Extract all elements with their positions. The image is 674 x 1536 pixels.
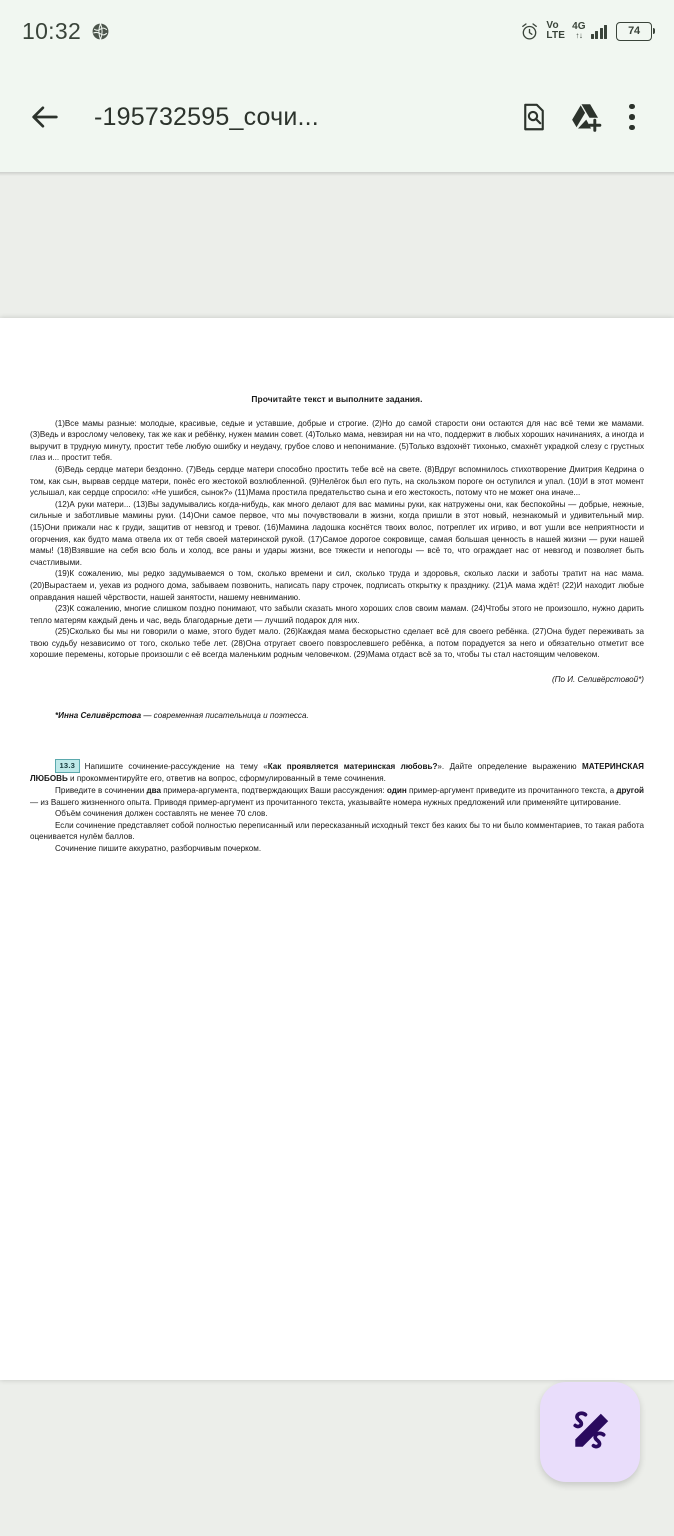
edit-fab-button[interactable]: [540, 1382, 640, 1482]
task-term-bold: МАТЕРИНСКАЯ ЛЮБОВЬ: [30, 762, 645, 784]
text-paragraph: (19)К сожалению, мы редко задумываемся о том, сколько времени и сил, сколько труда и здоровья, сколько ласки и заботы тратит на нас мама. (20)Вырастаем и, уехав из родного дома, забываем позвонить, написать пару строчек, подписать открытку к празднику. (21)А мама ждёт! (22)И находит любые оправдания нашей чёрствости, нашей занятости, нашему невниманию.: [30, 569, 644, 602]
task-statement-part1: Напишите сочинение-рассуждение на тему «: [84, 762, 268, 772]
edit-pen-icon: [564, 1406, 616, 1458]
text-attribution: (По И. Селивёрстовой*): [551, 675, 644, 685]
text-paragraph: (6)Ведь сердце матери бездонно. (7)Ведь сердце матери способно простить тебе всё на свете. (8)Вдруг вспомнилось стихотворение Дмитрия Кедрина о том, как сын, вырвав сердце матери, понёс его жестокой возлюбленной. (9)Нелёгок был его путь, на скользком пороге он оступился и упал. (10)И в этот момент услышал, как сердце спросило: «Не ушибся, сынок?» (11)Мама простила предательство сына и его жестокость, потому что не может она иначе...: [30, 464, 644, 498]
task-handwriting-note: Сочинение пишите аккуратно, разборчивым почерком.: [55, 843, 262, 853]
search-document-button[interactable]: [508, 91, 560, 143]
task-arguments: [30, 785, 644, 808]
task-zero-score-warning: Если сочинение представляет собой полностью переписанный или пересказанный исходный текст без каких бы то ни было комментариев, то такая работа оценивается нулём баллов.: [30, 820, 644, 842]
battery-level-label: 74: [628, 25, 640, 37]
viewer-top-shadow: [0, 172, 674, 176]
more-vertical-icon-dot: [629, 104, 635, 110]
task-arguments-bold2: один: [386, 786, 407, 796]
task-arguments-part3: пример-аргумент приведите из прочитанного текста, а: [406, 786, 617, 796]
task-topic-bold: Как проявляется материнская любовь?: [267, 762, 438, 772]
text-paragraph: (23)К сожалению, многие слишком поздно понимают, что забыли сказать много хороших слов своим мамам. (24)Чтобы этого не произошло, нужно дарить тепло матерям каждый день и час, ведь благодарные дети — лучший подарок для них.: [30, 604, 644, 625]
task-statement-part3: и прокомментируйте его, ответив на вопрос, сформулированный в теме сочинения.: [67, 774, 386, 784]
google-drive-add-icon: [570, 101, 602, 133]
volte-top-label: Vo: [546, 20, 559, 31]
alarm-clock-icon: [520, 22, 539, 41]
task-number-badge: 13.3: [55, 759, 80, 773]
author-footnote-rest: — современная писательница и поэтесса.: [141, 710, 309, 720]
more-vertical-icon-dot: [629, 114, 635, 120]
task-block: [30, 759, 644, 854]
status-bar-left: [22, 18, 110, 45]
document-title: -195732595_сочи...: [94, 102, 319, 131]
task-statement: [30, 759, 644, 785]
author-footnote-name: *Инна Селивёрстова: [55, 710, 142, 720]
network-type-indicator: [572, 22, 585, 40]
battery-indicator: [616, 22, 652, 41]
pdf-viewer-area[interactable]: [0, 172, 674, 1536]
add-to-drive-button[interactable]: [560, 91, 612, 143]
volte-indicator: [546, 21, 565, 41]
data-arrows-icon: ↑↓: [575, 31, 583, 40]
document-page: [0, 318, 674, 1380]
status-bar-right: [520, 21, 652, 41]
volte-bottom-label: LTE: [546, 30, 566, 41]
task-word-count: Объём сочинения должен составлять не менее 70 слов.: [55, 809, 268, 819]
document-search-icon: [519, 102, 549, 132]
task-arguments-bold3: другой: [616, 786, 644, 796]
document-heading: Прочитайте текст и выполните задания.: [251, 394, 423, 404]
overflow-menu-button[interactable]: [612, 91, 652, 143]
author-footnote: [30, 710, 644, 722]
more-vertical-icon-dot: [629, 125, 635, 131]
task-statement-part2: ». Дайте определение выражению: [437, 762, 582, 772]
status-clock: 10:32: [22, 17, 82, 44]
status-bar: [0, 0, 674, 62]
document-body: [30, 394, 644, 855]
back-arrow-icon: [28, 100, 62, 134]
network-generation-label: 4G: [572, 21, 586, 32]
text-paragraph: (12)А руки матери... (13)Вы задумывались когда-нибудь, как много делают для вас мамины руки, как натружены они, как беспокойны — добрые, нежные, сильные и заботливые мамины руки. (14)Они самое первое, что мы почувствовали в жизни, когда пришли в этот новый, незнакомый и удивительный мир. (15)Они прижали нас к груди, защитив от невзгод и тревог. (16)Мамина ладошка коснётся твоих волос, потреплет их игриво, и вот ушли все неприятности и огорчения, как будто мама отвела их от тебя своей материнской рукой. (17)Самое дорогое сокровище, самая большая ценность в нашей жизни — руки нашей мамы! (18)Взявшие на себя всю боль и холод, все раны и удары жизни, все тяжести и непогоды — всё то, что ограждает нас от невзгод и позволяет быть счастливыми.: [30, 499, 644, 567]
text-paragraph: (1)Все мамы разные: молодые, красивые, седые и уставшие, добрые и строгие. (2)Но до самой старости они остаются для нас всё теми же мамами. (3)Ведь и взрослому человеку, так же как и ребёнку, нужен мамин совет. (4)Только мама, невзирая ни на что, поддержит в любых хороших начинаниях, а иногда и выручит в трудную минуту, простит тебе любую ошибку и неудачу, грубое слово и непонимание. (5)Только вздохнёт тихонько, смахнёт украдкой слезу с грустных глаз и... простит тебя.: [30, 418, 644, 463]
back-button[interactable]: [22, 94, 68, 140]
app-bar: [0, 62, 674, 172]
signal-bars-icon: [591, 24, 608, 39]
task-arguments-part1: Приведите в сочинении: [55, 786, 147, 796]
task-arguments-bold1: два: [146, 786, 161, 796]
task-arguments-part4: — из Вашего жизненного опыта. Приводя пример-аргумент из прочитанного текста, указывайте номера нужных предложений или применяйте цитирование.: [30, 797, 621, 807]
task-arguments-part2: примера-аргумента, подтверждающих Ваши рассуждения:: [160, 786, 387, 796]
globe-icon: [91, 22, 110, 41]
text-paragraph: (25)Сколько бы мы ни говорили о маме, этого будет мало. (26)Каждая мама бескорыстно сделает всё для своего ребёнка. (27)Она будет переживать за твою судьбу независимо от того, сколько тебе лет. (28)Она отругает своего повзрослевшего ребёнка, а потом порадуется за него и обязательно отметит все хорошие перемены, которые произошли с её всегда маленьким родным человечком. (29)Мама отдаст всё за то, чтобы ты стал настоящим человеком.: [30, 627, 644, 660]
